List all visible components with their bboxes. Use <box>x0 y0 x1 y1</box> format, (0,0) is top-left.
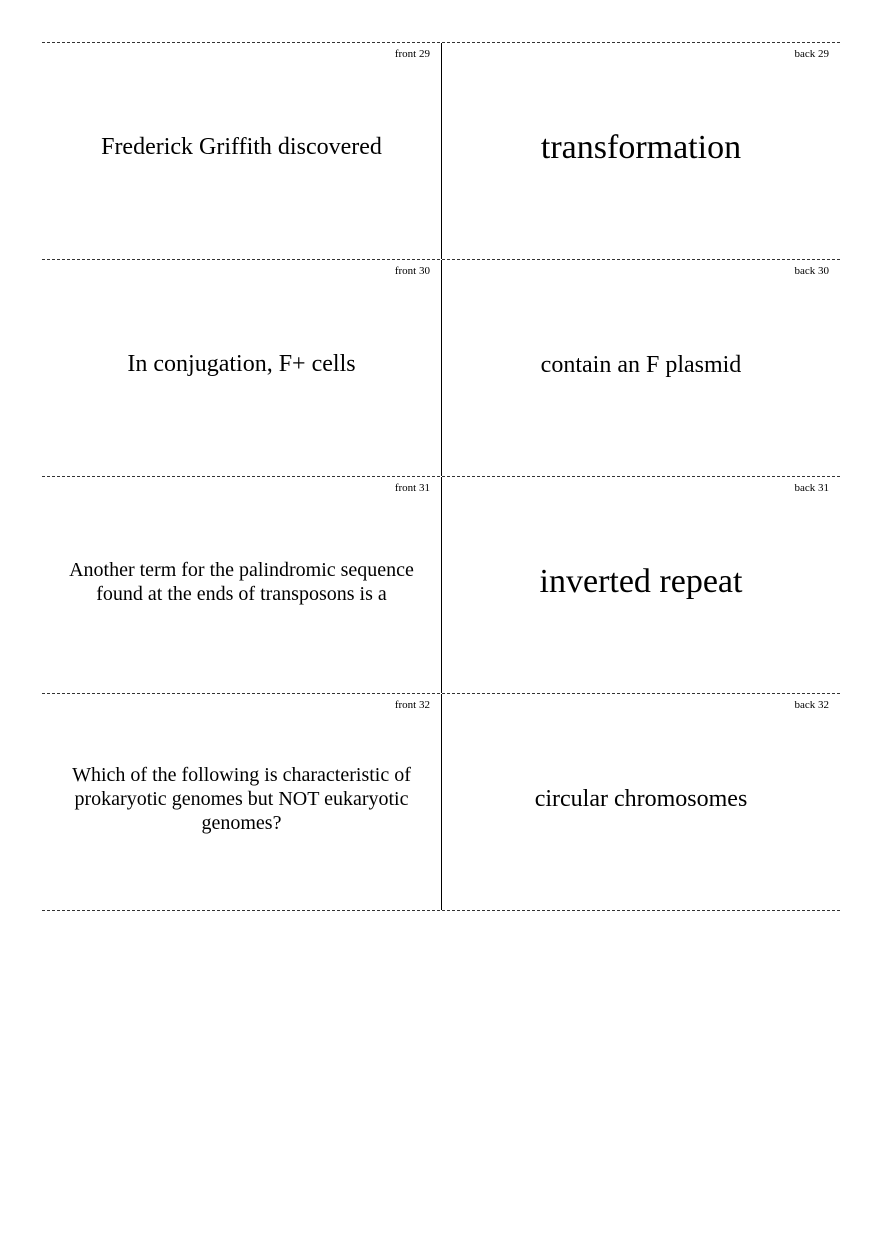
card-front <box>42 43 442 259</box>
card-front <box>42 694 442 910</box>
card-back <box>442 694 840 910</box>
card-question: Which of the following is characteristic of prokaryotic genomes but NOT eukaryotic genomes? <box>72 764 411 834</box>
card-answer: contain an F plasmid <box>540 351 742 378</box>
card-answer: transformation <box>540 129 742 166</box>
card-row <box>42 42 840 259</box>
card-question: Frederick Griffith discovered <box>101 134 382 161</box>
flashcard-sheet <box>42 42 840 906</box>
card-number-label: back 32 <box>794 699 829 711</box>
card-number-label: back 30 <box>794 265 829 277</box>
card-number-label: front 31 <box>394 482 430 494</box>
card-back <box>442 43 840 259</box>
card-row <box>42 259 840 476</box>
card-number-label: front 29 <box>394 48 430 60</box>
card-number-label: back 29 <box>794 48 829 60</box>
card-row <box>42 476 840 693</box>
card-back <box>442 260 840 476</box>
card-row <box>42 693 840 911</box>
card-number-label: front 30 <box>394 265 430 277</box>
card-question: Another term for the palindromic sequence found at the ends of transposons is a <box>69 559 414 605</box>
card-answer: circular chromosomes <box>534 785 748 812</box>
card-answer: inverted repeat <box>539 563 743 600</box>
card-front <box>42 260 442 476</box>
card-number-label: back 31 <box>794 482 829 494</box>
card-number-label: front 32 <box>394 699 430 711</box>
card-question: In conjugation, F+ cells <box>127 351 356 378</box>
card-back <box>442 477 840 693</box>
card-front <box>42 477 442 693</box>
